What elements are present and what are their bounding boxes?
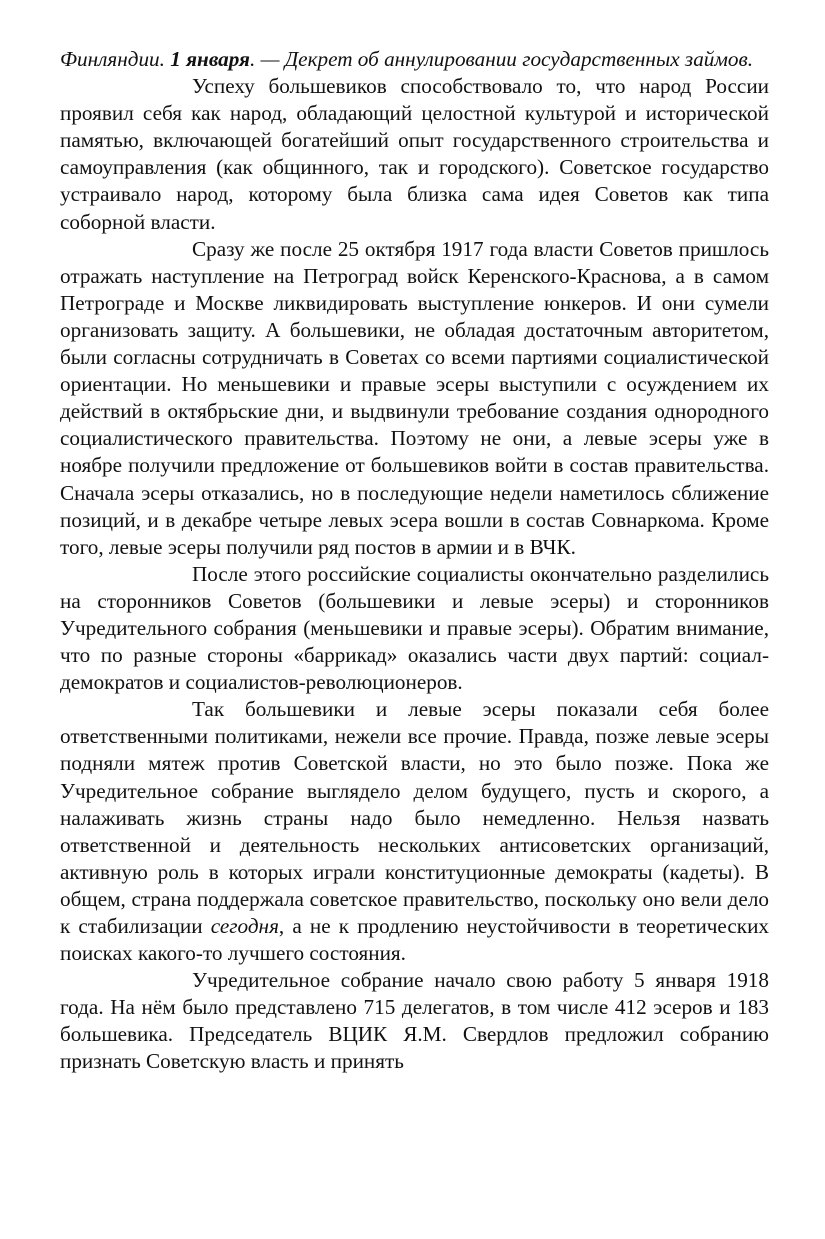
document-page <box>60 46 769 1076</box>
lead-text-start: Финляндии. <box>60 47 171 71</box>
paragraph-4 <box>60 696 769 967</box>
lead-date: 1 января <box>170 47 250 71</box>
lead-line <box>60 46 769 73</box>
paragraph-4-text-end: , а не к продлению неустойчивости в теоретических поисках какого-то лучшего состояния. <box>60 914 769 966</box>
paragraph-3: После этого российские социалисты окончательно разделились на сторонников Советов (большевики и левые эсеры) и сторонников Учредительного собрания (меньшевики и правые эсеры). Обратим внимание, что по разные стороны «баррикад» оказались части двух партий: социал-демократов и социалистов-революционеров. <box>60 561 769 695</box>
lead-text-end: . — Декрет об аннулировании государственных займов. <box>249 47 753 71</box>
paragraph-4-text-start: Так большевики и левые эсеры показали себя более ответственными политиками, нежели все прочие. Правда, позже левые эсеры подняли мятеж против Советской власти, но это было позже. Пока же Учредительное собрание выглядело делом будущего, пусть и скорого, а налаживать жизнь страны надо было немедленно. Нельзя назвать ответственной и деятельность нескольких антисоветских организаций, активную роль в которых играли конституционные демократы (кадеты). В общем, страна поддержала советское правительство, поскольку оно вели дело к стабилизации <box>60 697 769 938</box>
paragraph-5: Учредительное собрание начало свою работу 5 января 1918 года. На нём было представлено 715 делегатов, в том числе 412 эсеров и 183 большевика. Председатель ВЦИК Я.М. Свердлов предложил собранию признать Советскую власть и принять <box>60 968 769 1074</box>
paragraph-4-emphasis: сегодня <box>210 914 279 938</box>
paragraph-1: Успеху большевиков способствовало то, что народ России проявил себя как народ, обладающий целостной культурой и исторической памятью, включающей богатейший опыт государственного строительства и самоуправления (как общинного, так и городского). Советское государство устраивало народ, которому была близка сама идея Советов как типа соборной власти. <box>60 74 769 234</box>
paragraph-2: Сразу же после 25 октября 1917 года власти Советов пришлось отражать наступление на Петроград войск Керенского-Краснова, а в самом Петрограде и Москве ликвидировать выступление юнкеров. И они сумели организовать защиту. А большевики, не обладая достаточным авторитетом, были согласны сотрудничать в Советах со всеми партиями социалистической ориентации. Но меньшевики и правые эсеры выступили с осуждением их действий в октябрьские дни, и выдвинули требование создания однородного социалистического правительства. Поэтому не они, а левые эсеры уже в ноябре получили предложение от большевиков войти в состав правительства. Сначала эсеры отказались, но в последующие недели наметилось сближение позиций, и в декабре четыре левых эсера вошли в состав Совнаркома. Кроме того, левые эсеры получили ряд постов в армии и в ВЧК. <box>60 236 769 559</box>
